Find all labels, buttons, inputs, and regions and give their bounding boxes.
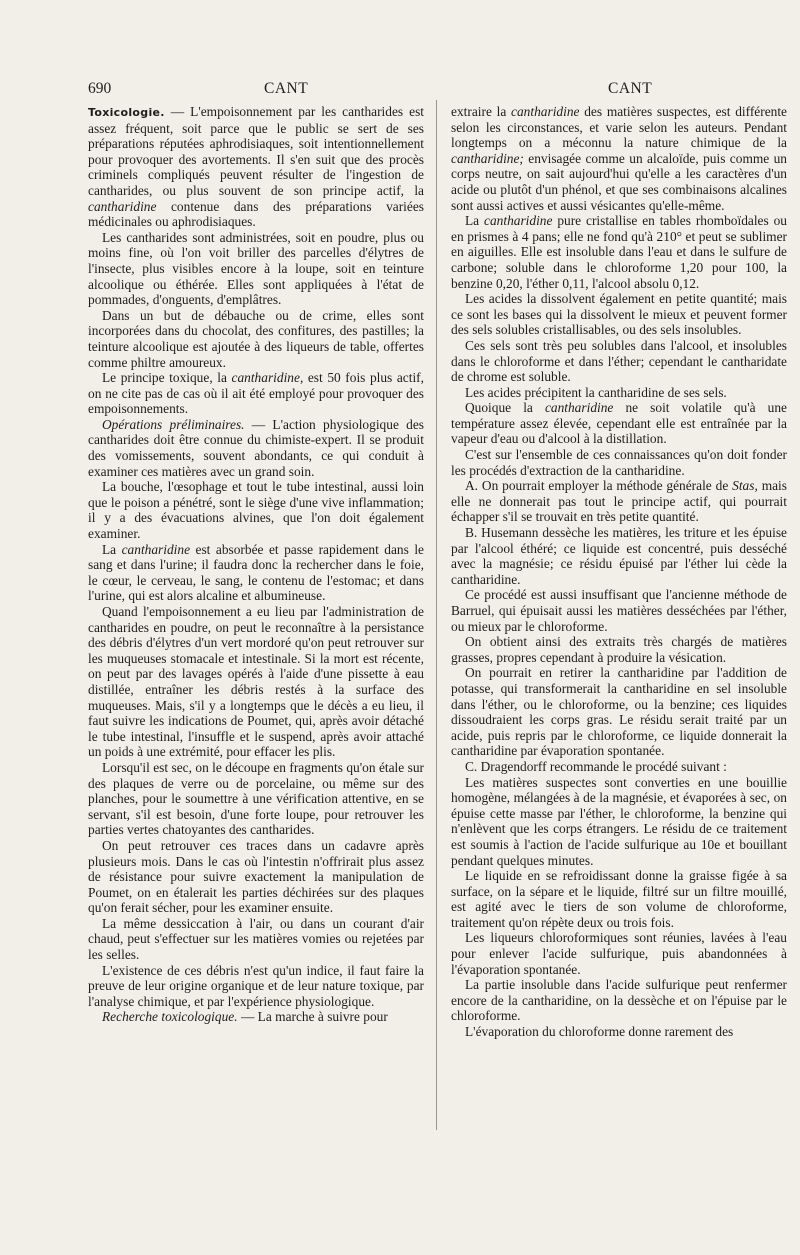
paragraph: Le principe toxique, la cantharidine, est 50 fois plus actif, on ne cite pas de cas où il ait été employé pour provoquer des empoisonnements. bbox=[88, 370, 424, 417]
paragraph: Le liquide en se refroidissant donne la graisse figée à sa surface, on la sépare et le liquide, filtré sur un filtre mouillé, est agité avec le tiers de son volume de chloroforme, traitement qu'on répète deux ou trois fois. bbox=[451, 868, 787, 930]
left-running-title: CANT bbox=[264, 80, 309, 97]
paragraph: C. Dragendorff recommande le procédé suivant : bbox=[465, 758, 727, 774]
running-header bbox=[88, 80, 788, 104]
paragraph: On pourrait en retirer la cantharidine par l'addition de potasse, qui transformerait la cantharidine en sel insoluble dans l'éther, ou le chloroforme, ou la benzine; ces liquides dissoudraient les corps gras. Le résidu serait traité par un acide, puis repris par le chloroforme, ce liquide donnerait la cantharidine par évaporation spontanée. bbox=[451, 665, 787, 759]
paragraph: Dans un but de débauche ou de crime, elles sont incorporées dans du chocolat, des confitures, des pastilles; la teinture alcoolique est ajoutée à des liqueurs de table, offertes comme philtre amoureux. bbox=[88, 307, 424, 370]
paragraph: extraire la cantharidine des matières suspectes, est différente selon les circonstances, et varie selon les auteurs. Pendant longtemps on a méconnu la nature chimique de la cantharidine; envisagée comme un alcaloïde, puis comme un corps neutre, on sait aujourd'hui qu'elle a les caractères d'un acide ou plutôt d'un phénol, et que ses combinaisons alcalines sont aussi actives et aussi vésicantes qu'elle-même. bbox=[451, 104, 787, 213]
right-column bbox=[451, 104, 787, 1040]
paragraph: L'existence de ces débris n'est qu'un indice, il faut faire la preuve de leur origine organique et de leur nature toxique, par l'analyse chimique, et par l'expérience physiologique. bbox=[88, 962, 424, 1009]
paragraph: Opérations préliminaires. — L'action physiologique des cantharides doit être connue du chimiste-expert. Il se produit des vomissements, souvent abondants, ce qui conduit à examiner ces matières avec un grand soin. bbox=[88, 416, 424, 479]
column-divider bbox=[436, 100, 437, 1130]
paragraph: Ce procédé est aussi insuffisant que l'ancienne méthode de Barruel, qui épuisait aussi les matières desséchées par l'éther, ou mieux par le chloroforme. bbox=[451, 587, 787, 634]
right-running-title: CANT bbox=[608, 80, 653, 97]
paragraph: La cantharidine est absorbée et passe rapidement dans le sang et dans l'urine; il faudra donc la rechercher dans le foie, le cœur, le cerveau, le sang, le contenu de l'estomac; et dans l'urine, qui est alors alcaline et albumineuse. bbox=[88, 541, 424, 604]
subsection-heading: Recherche toxicologique. bbox=[102, 1009, 238, 1025]
paragraph: Les acides précipitent la cantharidine de ses sels. bbox=[465, 384, 727, 400]
paragraph: La bouche, l'œsophage et tout le tube intestinal, aussi loin que le poison a pénétré, sont le siège d'une vive inflammation; il y a des évacuations alvines, que l'on doit également examiner. bbox=[88, 479, 424, 542]
paragraph: Toxicologie. — L'empoisonnement par les cantharides est assez fréquent, soit parce que le public se sert de ses préparations réputées aphrodisiaques, soit intentionnellement pour provoquer des avortements. Il s'en suit que des procès criminels compliqués peuvent résulter de l'ingestion de cantharides, ou plus souvent de son principe actif, la cantharidine contenue dans des préparations variées médicinales ou aphrodisiaques. bbox=[88, 104, 424, 230]
paragraph: Lorsqu'il est sec, on le découpe en fragments qu'on étale sur des plaques de verre ou de porcelaine, ou même sur des planches, pour le soumettre à une vérification attentive, en se servant, s'il est besoin, d'une forte loupe, pour retrouver les parties vertes chatoyantes des cantharides. bbox=[88, 759, 424, 838]
paragraph: Les liqueurs chloroformiques sont réunies, lavées à l'eau pour enlever l'acide sulfurique, puis abandonnées à l'évaporation spontanée. bbox=[451, 930, 787, 977]
paragraph: La cantharidine pure cristallise en tables rhomboïdales ou en prismes à 4 pans; elle ne fond qu'à 210° et peut se sublimer en aiguilles. Elle est insoluble dans l'eau et dans le sulfure de carbone; soluble dans le chloroforme 1,20 pour 100, la benzine 0,20, l'éther 0,11, l'alcool absolu 0,12. bbox=[451, 213, 787, 291]
paragraph: On peut retrouver ces traces dans un cadavre après plusieurs mois. Dans le cas où l'intestin n'offrirait plus assez de résistance pour suivre exactement la manipulation de Poumet, on en étalerait les parties déchirées sur des plaques qu'on ferait sécher, pour les examiner ensuite. bbox=[88, 837, 424, 916]
paragraph: L'évaporation du chloroforme donne rarement des bbox=[465, 1024, 734, 1040]
paragraph: La même dessiccation à l'air, ou dans un courant d'air chaud, peut s'effectuer sur les matières vomies ou rejetées par les selles. bbox=[88, 915, 424, 963]
paragraph: A. On pourrait employer la méthode générale de Stas, mais elle ne donnerait pas tout le principe actif, qui pourrait échapper s'il se trouvait en très petite quantité. bbox=[451, 478, 787, 525]
paragraph: Quand l'empoisonnement a eu lieu par l'administration de cantharides en poudre, on peut le reconnaître à la persistance des débris d'élytres d'un vert mordoré qu'on peut retrouver sur les muqueuses stomacale et intestinale. Si la mort est récente, on peut par des lavages opérés à l'aide d'une pissette à eau distillée, entraîner les débris restés à la surface des muqueuses. Mais, s'il y a longtemps que le décès a eu lieu, il faut suivre les indications de Poumet, qui, après avoir détaché le tube intestinal, l'insuffle et le suspend, après avoir attaché un poids à une extrémité, pour effacer les plis. bbox=[88, 604, 424, 760]
paragraph: Quoique la cantharidine ne soit volatile qu'à une température assez élevée, cependant elle est entraînée par la vapeur d'eau ou d'alcool à la distillation. bbox=[451, 400, 787, 447]
paragraph: La partie insoluble dans l'acide sulfurique peut renfermer encore de la cantharidine, on la dessèche et on l'épuise par le chloroforme. bbox=[451, 977, 787, 1024]
paragraph: C'est sur l'ensemble de ces connaissances qu'on doit fonder les procédés d'extraction de la cantharidine. bbox=[451, 447, 787, 478]
left-column bbox=[88, 104, 424, 1025]
paragraph: Recherche toxicologique. — La marche à suivre pour bbox=[102, 1009, 388, 1025]
paragraph: B. Husemann dessèche les matières, les triture et les épuise par l'alcool éthéré; ce liquide est concentré, puis desséché avec la magnésie; ce résidu épuisé par l'éther lui cède la cantharidine. bbox=[451, 525, 787, 587]
paragraph: On obtient ainsi des extraits très chargés de matières grasses, propres cependant à produire la vésication. bbox=[451, 634, 787, 665]
paragraph: Les cantharides sont administrées, soit en poudre, plus ou moins fine, où l'on voit briller des parcelles d'élytres de l'insecte, plus visibles encore à la loupe, soit en teinture alcoolique ou éthérée. Elles sont appliquées à l'état de pommades, d'onguents, d'emplâtres. bbox=[88, 229, 424, 308]
paragraph: Les acides la dissolvent également en petite quantité; mais ce sont les bases qui la dissolvent le mieux et peuvent former des sels solubles cristallisables, ou des sels insolubles. bbox=[451, 291, 787, 338]
paragraph: Ces sels sont très peu solubles dans l'alcool, et insolubles dans le chloroforme et dans l'éther; cependant le cantharidate de chrome est soluble. bbox=[451, 337, 787, 385]
paragraph: Les matières suspectes sont converties en une bouillie homogène, mélangées à de la magnésie, et évaporées à sec, on épuise cette masse par l'éther, le chloroforme, la benzine qui n'enlèvent que les corps étrangers. Le résidu de ce traitement est soumis à l'action de l'acide sulfurique au 10e et bouillant pendant quelques minutes. bbox=[451, 774, 787, 868]
section-heading: Toxicologie. bbox=[88, 106, 165, 119]
subsection-heading: Opérations préliminaires. bbox=[102, 416, 245, 432]
page-number: 690 bbox=[88, 80, 112, 97]
